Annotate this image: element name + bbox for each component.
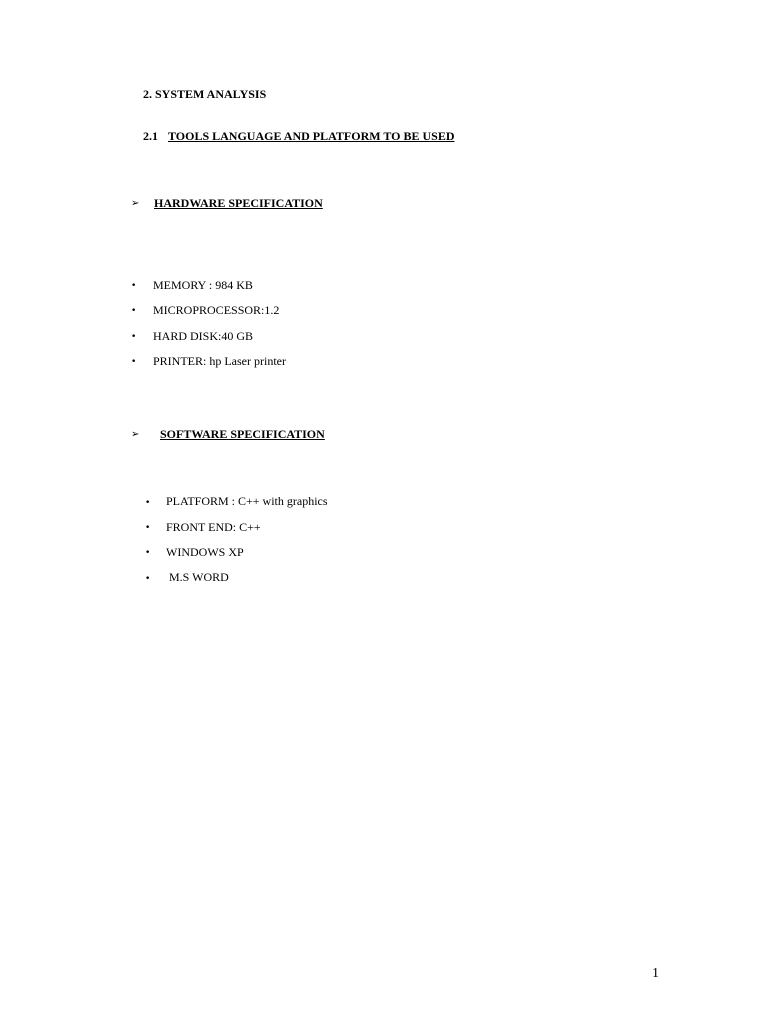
software-arrow-icon: ➢	[131, 429, 140, 440]
hardware-arrow-icon: ➢	[131, 198, 140, 209]
hardware-item-microprocessor: MICROPROCESSOR:1.2	[153, 303, 280, 317]
chapter-heading: 2. SYSTEM ANALYSIS	[143, 87, 267, 101]
software-item-front-end: FRONT END: C++	[166, 520, 261, 534]
software-item-platform: PLATFORM : C++ with graphics	[166, 494, 328, 508]
hardware-item-hard-disk: HARD DISK:40 GB	[153, 329, 254, 343]
bullet-icon: •	[145, 523, 151, 533]
hardware-item-printer: PRINTER: hp Laser printer	[153, 354, 286, 368]
bullet-icon: •	[145, 498, 151, 508]
software-item-ms-word: M.S WORD	[166, 570, 229, 584]
software-heading: SOFTWARE SPECIFICATION	[160, 427, 325, 441]
bullet-icon: •	[131, 332, 137, 342]
bullet-icon: •	[131, 357, 137, 367]
section-number: 2.1	[143, 129, 158, 143]
hardware-item-memory: MEMORY : 984 KB	[153, 278, 253, 292]
software-item-windows: WINDOWS XP	[166, 545, 244, 559]
bullet-icon: •	[131, 281, 137, 291]
bullet-icon: •	[131, 306, 137, 316]
bullet-icon: •	[145, 548, 151, 558]
page-number: 1	[652, 966, 659, 981]
bullet-icon: •	[145, 574, 151, 584]
section-title: TOOLS LANGUAGE AND PLATFORM TO BE USED	[168, 129, 455, 143]
hardware-heading: HARDWARE SPECIFICATION	[154, 196, 323, 210]
